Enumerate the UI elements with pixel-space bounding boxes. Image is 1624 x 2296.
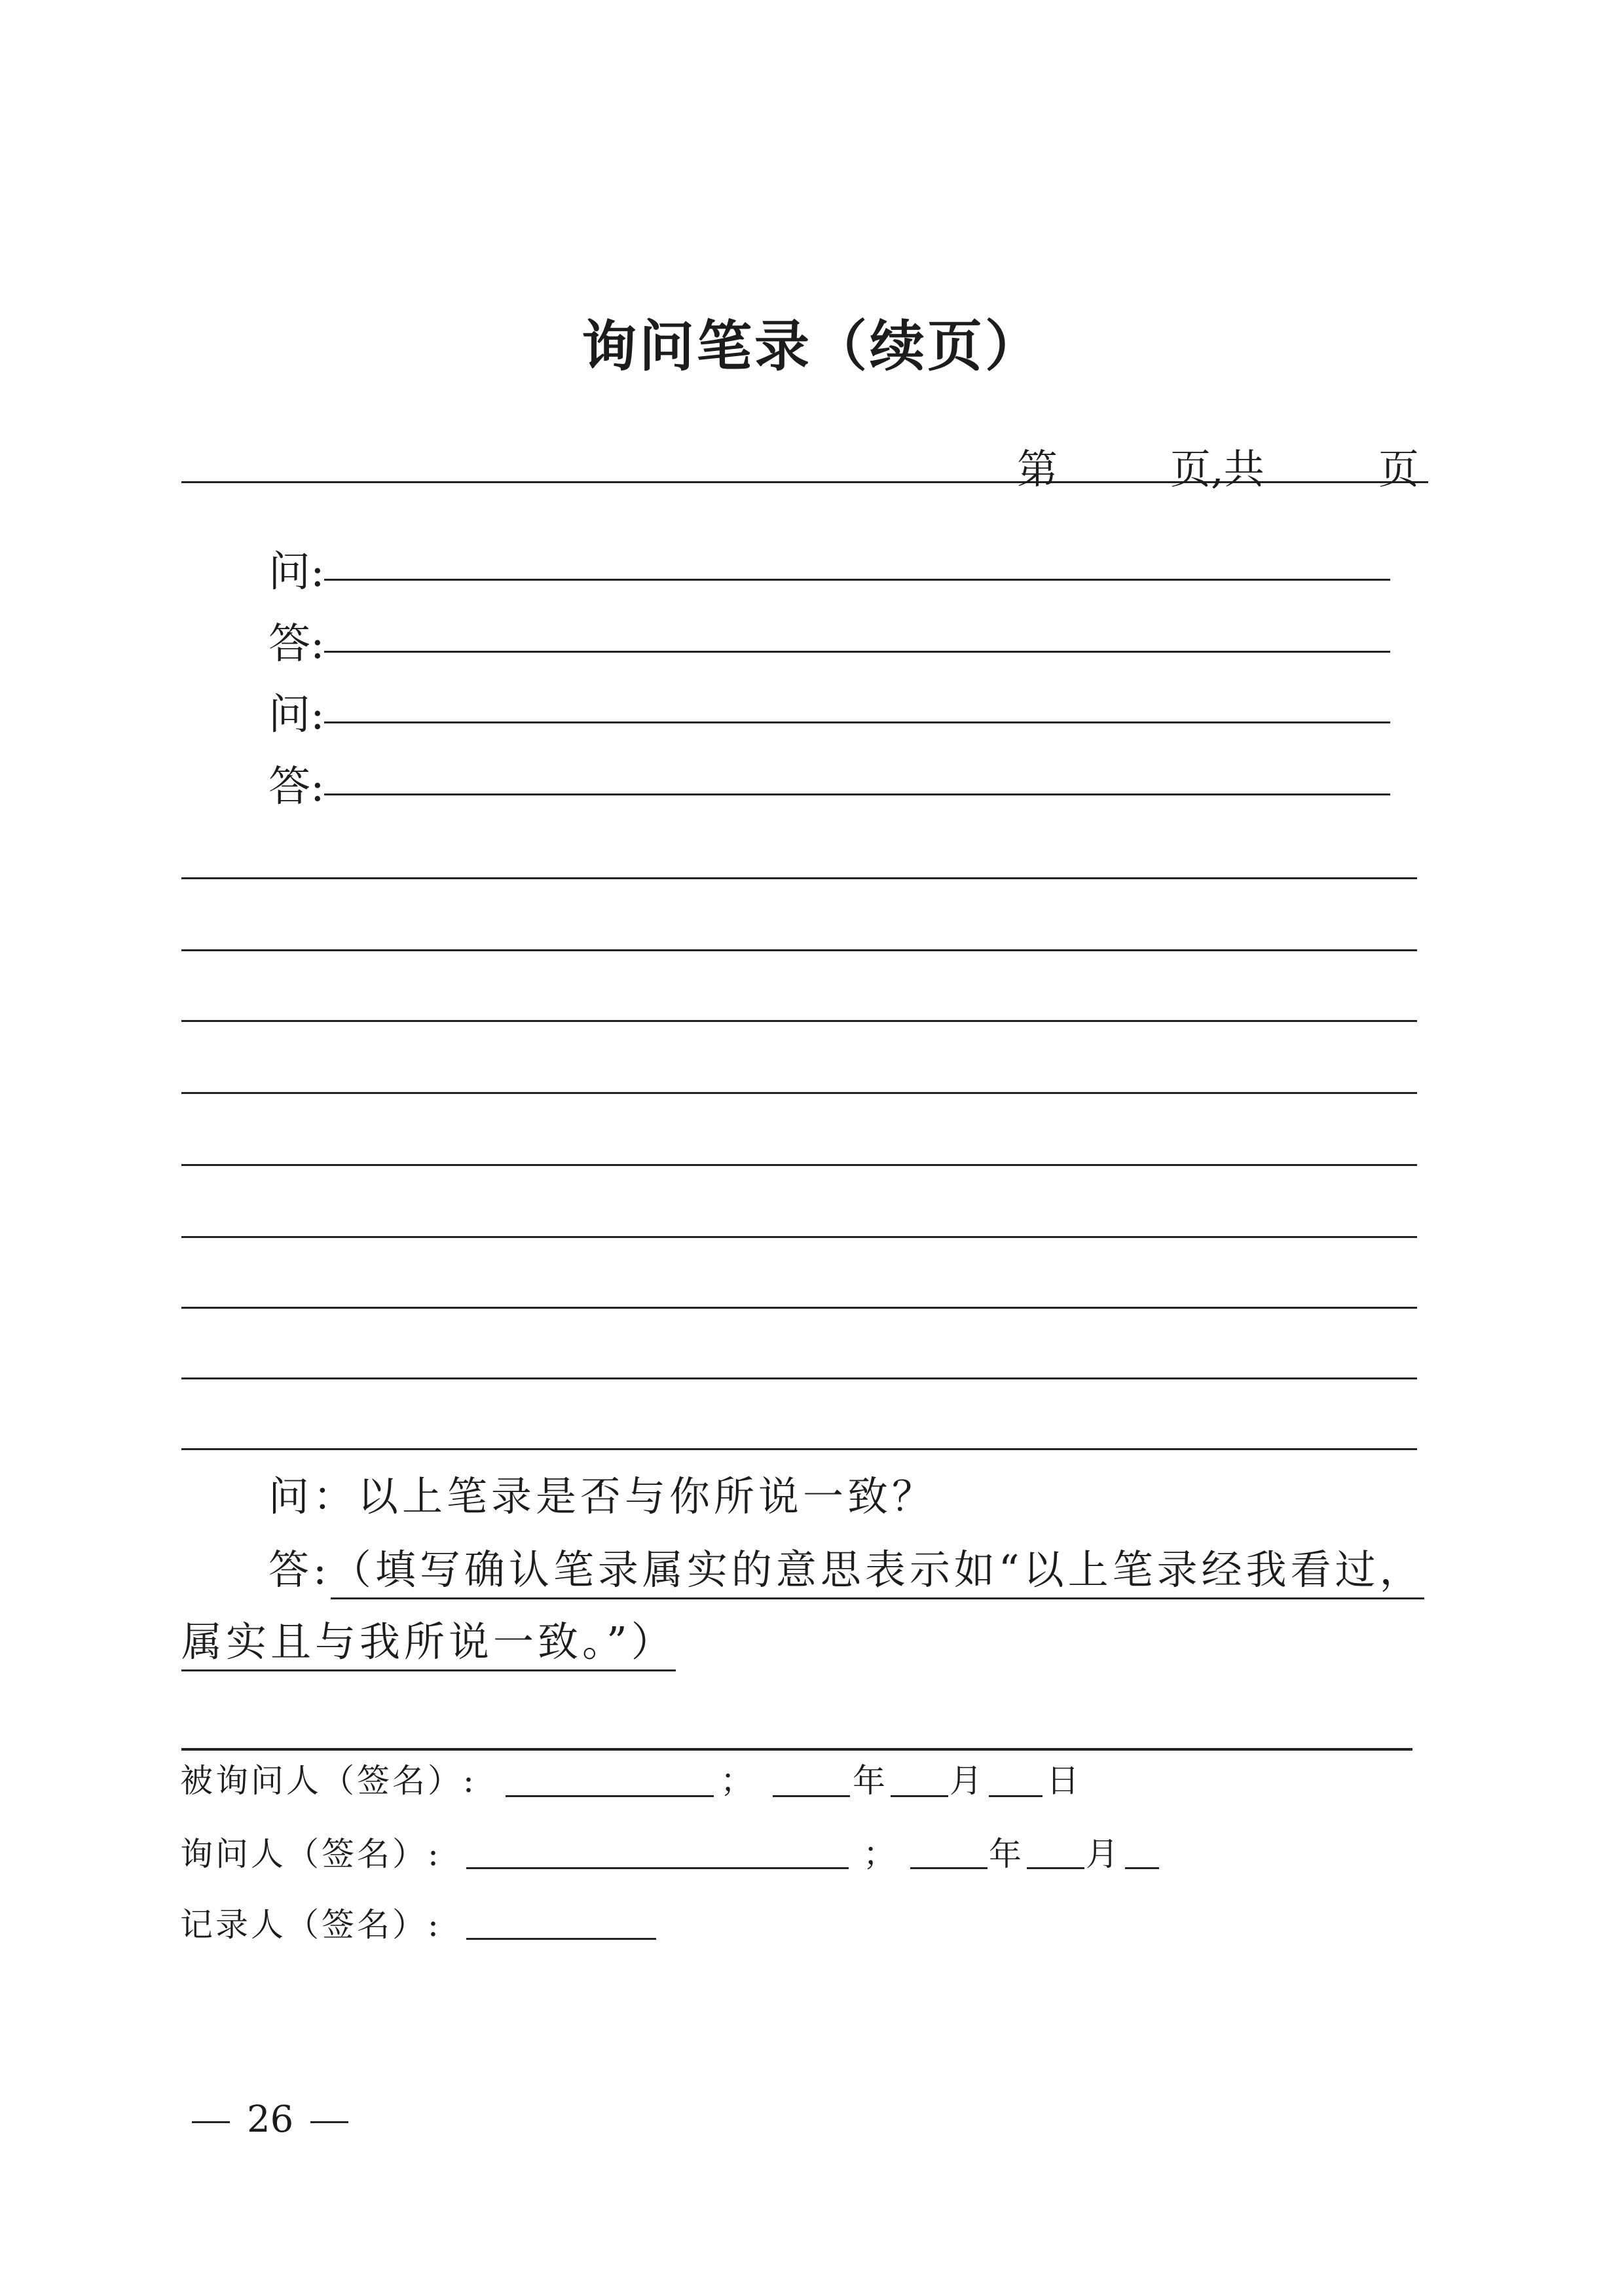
month-label: 月 [1086, 1835, 1121, 1873]
blank-ruled-line[interactable] [181, 1092, 1417, 1094]
question-answer-line[interactable] [324, 579, 1390, 581]
page-number [175, 2098, 365, 2141]
interviewee-year-field[interactable] [773, 1795, 850, 1797]
interviewer-day-field[interactable] [1125, 1867, 1159, 1869]
interviewee-day-field[interactable] [989, 1795, 1043, 1797]
day-label: 日 [1046, 1762, 1082, 1800]
page-indicator-row [181, 435, 1428, 493]
recorder-signature-label: 记录人（签名）: [180, 1906, 441, 1944]
page-middle: 页,共 [1170, 445, 1264, 493]
blank-ruled-line[interactable] [181, 1236, 1417, 1238]
interviewee-signature-label: 被询问人（签名）: [180, 1762, 477, 1800]
signature-divider [181, 1748, 1412, 1751]
confirmation-answer-line-2: 属实且与我所说一致。”） [181, 1618, 676, 1671]
question-answer-line[interactable] [324, 651, 1390, 653]
question-label: 问: [268, 691, 325, 739]
blank-ruled-line[interactable] [181, 1307, 1417, 1309]
year-label: 年 [989, 1835, 1024, 1873]
dash-right [310, 2121, 348, 2123]
page-suffix: 页 [1378, 445, 1420, 493]
confirmation-answer-line-1: （填写确认笔录属实的意思表示如“以上笔录经我看过， [331, 1546, 1424, 1599]
separator: ； [863, 1835, 898, 1873]
confirmation-question: 问：以上笔录是否与你所说一致？ [268, 1472, 937, 1520]
recorder-signature-field[interactable] [466, 1938, 656, 1940]
question-answer-line[interactable] [324, 793, 1390, 795]
answer-label: 答: [268, 620, 325, 668]
page-number-text: 26 [247, 2098, 294, 2141]
blank-ruled-line[interactable] [181, 949, 1417, 951]
separator: ； [720, 1762, 756, 1800]
document-title: 询问笔录（续页） [581, 314, 1043, 378]
blank-ruled-line[interactable] [181, 1377, 1417, 1379]
question-answer-line[interactable] [324, 721, 1390, 723]
answer-label: 答: [268, 763, 325, 811]
month-label: 月 [950, 1762, 985, 1800]
interviewee-month-field[interactable] [891, 1795, 948, 1797]
blank-ruled-line[interactable] [181, 877, 1417, 879]
blank-ruled-line[interactable] [181, 1020, 1417, 1022]
question-label: 问: [268, 548, 325, 596]
interviewer-year-field[interactable] [910, 1867, 987, 1869]
page-prefix: 第 [1017, 445, 1058, 493]
interviewee-signature-field[interactable] [506, 1795, 714, 1797]
interviewer-signature-field[interactable] [466, 1867, 849, 1869]
blank-ruled-line[interactable] [181, 1448, 1417, 1450]
blank-ruled-line[interactable] [181, 1164, 1417, 1166]
dash-left [192, 2121, 230, 2123]
confirmation-answer [268, 1537, 1424, 1595]
confirmation-answer-label: 答: [268, 1546, 331, 1594]
interviewer-month-field[interactable] [1027, 1867, 1084, 1869]
confirmation-answer-continued [181, 1609, 676, 1667]
interviewer-signature-label: 询问人（签名）: [180, 1835, 441, 1873]
year-label: 年 [853, 1762, 888, 1800]
